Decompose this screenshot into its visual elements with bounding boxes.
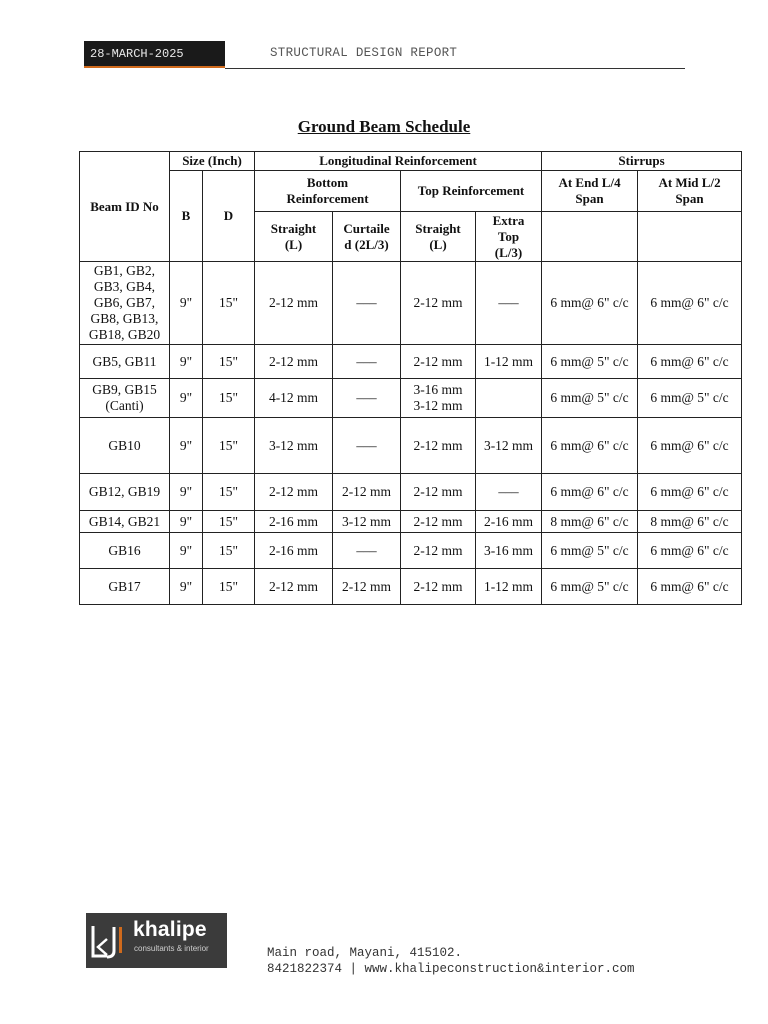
bottom-curtailed-header: Curtaile d (2L/3) [333,212,401,262]
extra-top-cell: 3-16 mm [476,533,542,569]
b-cell: 9" [170,511,203,533]
d-cell: 15" [203,345,255,379]
bottom-straight-header: Straight (L) [255,212,333,262]
footer-contact: 8421822374 | www.khalipeconstruction&interior.com [267,962,635,976]
b-cell: 9" [170,345,203,379]
ground-beam-schedule-table [79,151,742,605]
company-logo [86,913,227,968]
d-cell: 15" [203,262,255,345]
bottom-curtailed-cell: 3-12 mm [333,511,401,533]
d-cell: 15" [203,533,255,569]
extra-top-cell [476,379,542,418]
mid-span-cell: 6 mm@ 6" c/c [638,418,742,474]
footer-address: Main road, Mayani, 415102. [267,946,463,960]
end-span-cell: 8 mm@ 6" c/c [542,511,638,533]
logo-name: khalipe [133,918,207,941]
b-cell: 9" [170,262,203,345]
beam-id-cell: GB12, GB19 [80,474,170,511]
bottom-straight-cell: 2-12 mm [255,262,333,345]
extra-top-cell: 1-12 mm [476,569,542,605]
mid-span-cell: 6 mm@ 6" c/c [638,569,742,605]
beam-id-cell: GB10 [80,418,170,474]
beam-id-cell: GB9, GB15 (Canti) [80,379,170,418]
top-reinforcement-header: Top Reinforcement [401,171,542,212]
bottom-straight-cell: 2-12 mm [255,474,333,511]
b-cell: 9" [170,533,203,569]
table-row [80,418,742,474]
extra-top-cell: ––– [476,262,542,345]
bottom-curtailed-cell: ––– [333,533,401,569]
bottom-straight-cell: 2-16 mm [255,533,333,569]
bottom-straight-cell: 2-16 mm [255,511,333,533]
extra-top-header: Extra Top (L/3) [476,212,542,262]
beam-id-cell: GB14, GB21 [80,511,170,533]
beam-id-cell: GB1, GB2, GB3, GB4, GB6, GB7, GB8, GB13, GB18, GB20 [80,262,170,345]
end-span-cell: 6 mm@ 5" c/c [542,379,638,418]
top-straight-cell: 2-12 mm [401,511,476,533]
end-span-cell: 6 mm@ 5" c/c [542,345,638,379]
end-span-cell: 6 mm@ 5" c/c [542,569,638,605]
bottom-curtailed-cell: ––– [333,345,401,379]
size-header: Size (Inch) [170,152,255,171]
b-cell: 9" [170,474,203,511]
table-row [80,345,742,379]
mid-span-cell: 6 mm@ 6" c/c [638,262,742,345]
end-span-cell: 6 mm@ 5" c/c [542,533,638,569]
report-date: 28-MARCH-2025 [84,41,225,68]
extra-top-cell: 3-12 mm [476,418,542,474]
b-cell: 9" [170,569,203,605]
bottom-straight-cell: 2-12 mm [255,345,333,379]
d-cell: 15" [203,379,255,418]
table-row [80,511,742,533]
table-row [80,569,742,605]
top-straight-header: Straight (L) [401,212,476,262]
beam-id-header: Beam ID No [80,152,170,262]
bottom-curtailed-cell: 2-12 mm [333,474,401,511]
stirrups-blank-cell [542,212,638,262]
extra-top-cell: ––– [476,474,542,511]
top-straight-cell: 2-12 mm [401,262,476,345]
bottom-curtailed-cell: ––– [333,418,401,474]
table-row [80,474,742,511]
logo-tagline: consultants & interior [134,944,209,953]
bottom-curtailed-cell: ––– [333,379,401,418]
header-row-2 [80,171,742,212]
beam-id-cell: GB16 [80,533,170,569]
top-straight-cell: 2-12 mm [401,418,476,474]
b-cell: 9" [170,418,203,474]
end-span-cell: 6 mm@ 6" c/c [542,474,638,511]
beam-id-cell: GB5, GB11 [80,345,170,379]
table-row [80,262,742,345]
header-row-1 [80,152,742,171]
bottom-straight-cell: 2-12 mm [255,569,333,605]
stirrups-header: Stirrups [542,152,742,171]
mid-span-cell: 6 mm@ 5" c/c [638,379,742,418]
report-title: STRUCTURAL DESIGN REPORT [270,46,458,60]
extra-top-cell: 2-16 mm [476,511,542,533]
bottom-straight-cell: 3-12 mm [255,418,333,474]
table-row [80,379,742,418]
table-row [80,533,742,569]
d-header: D [203,171,255,262]
top-straight-cell: 3-16 mm 3-12 mm [401,379,476,418]
mid-span-header: At Mid L/2 Span [638,171,742,212]
bottom-curtailed-cell: ––– [333,262,401,345]
top-straight-cell: 2-12 mm [401,345,476,379]
beam-id-cell: GB17 [80,569,170,605]
stirrups-blank-cell [638,212,742,262]
mid-span-cell: 8 mm@ 6" c/c [638,511,742,533]
b-cell: 9" [170,379,203,418]
end-span-cell: 6 mm@ 6" c/c [542,262,638,345]
d-cell: 15" [203,511,255,533]
end-span-header: At End L/4 Span [542,171,638,212]
bottom-curtailed-cell: 2-12 mm [333,569,401,605]
mid-span-cell: 6 mm@ 6" c/c [638,533,742,569]
longitudinal-header: Longitudinal Reinforcement [255,152,542,171]
d-cell: 15" [203,569,255,605]
page-title: Ground Beam Schedule [297,117,471,136]
mid-span-cell: 6 mm@ 6" c/c [638,345,742,379]
kj-monogram-icon [90,921,130,961]
d-cell: 15" [203,474,255,511]
bottom-reinforcement-header: Bottom Reinforcement [255,171,401,212]
d-cell: 15" [203,418,255,474]
b-header: B [170,171,203,262]
bottom-straight-cell: 4-12 mm [255,379,333,418]
extra-top-cell: 1-12 mm [476,345,542,379]
footer [267,945,635,977]
top-straight-cell: 2-12 mm [401,474,476,511]
header-divider [225,68,685,69]
top-straight-cell: 2-12 mm [401,569,476,605]
mid-span-cell: 6 mm@ 6" c/c [638,474,742,511]
end-span-cell: 6 mm@ 6" c/c [542,418,638,474]
top-straight-cell: 2-12 mm [401,533,476,569]
